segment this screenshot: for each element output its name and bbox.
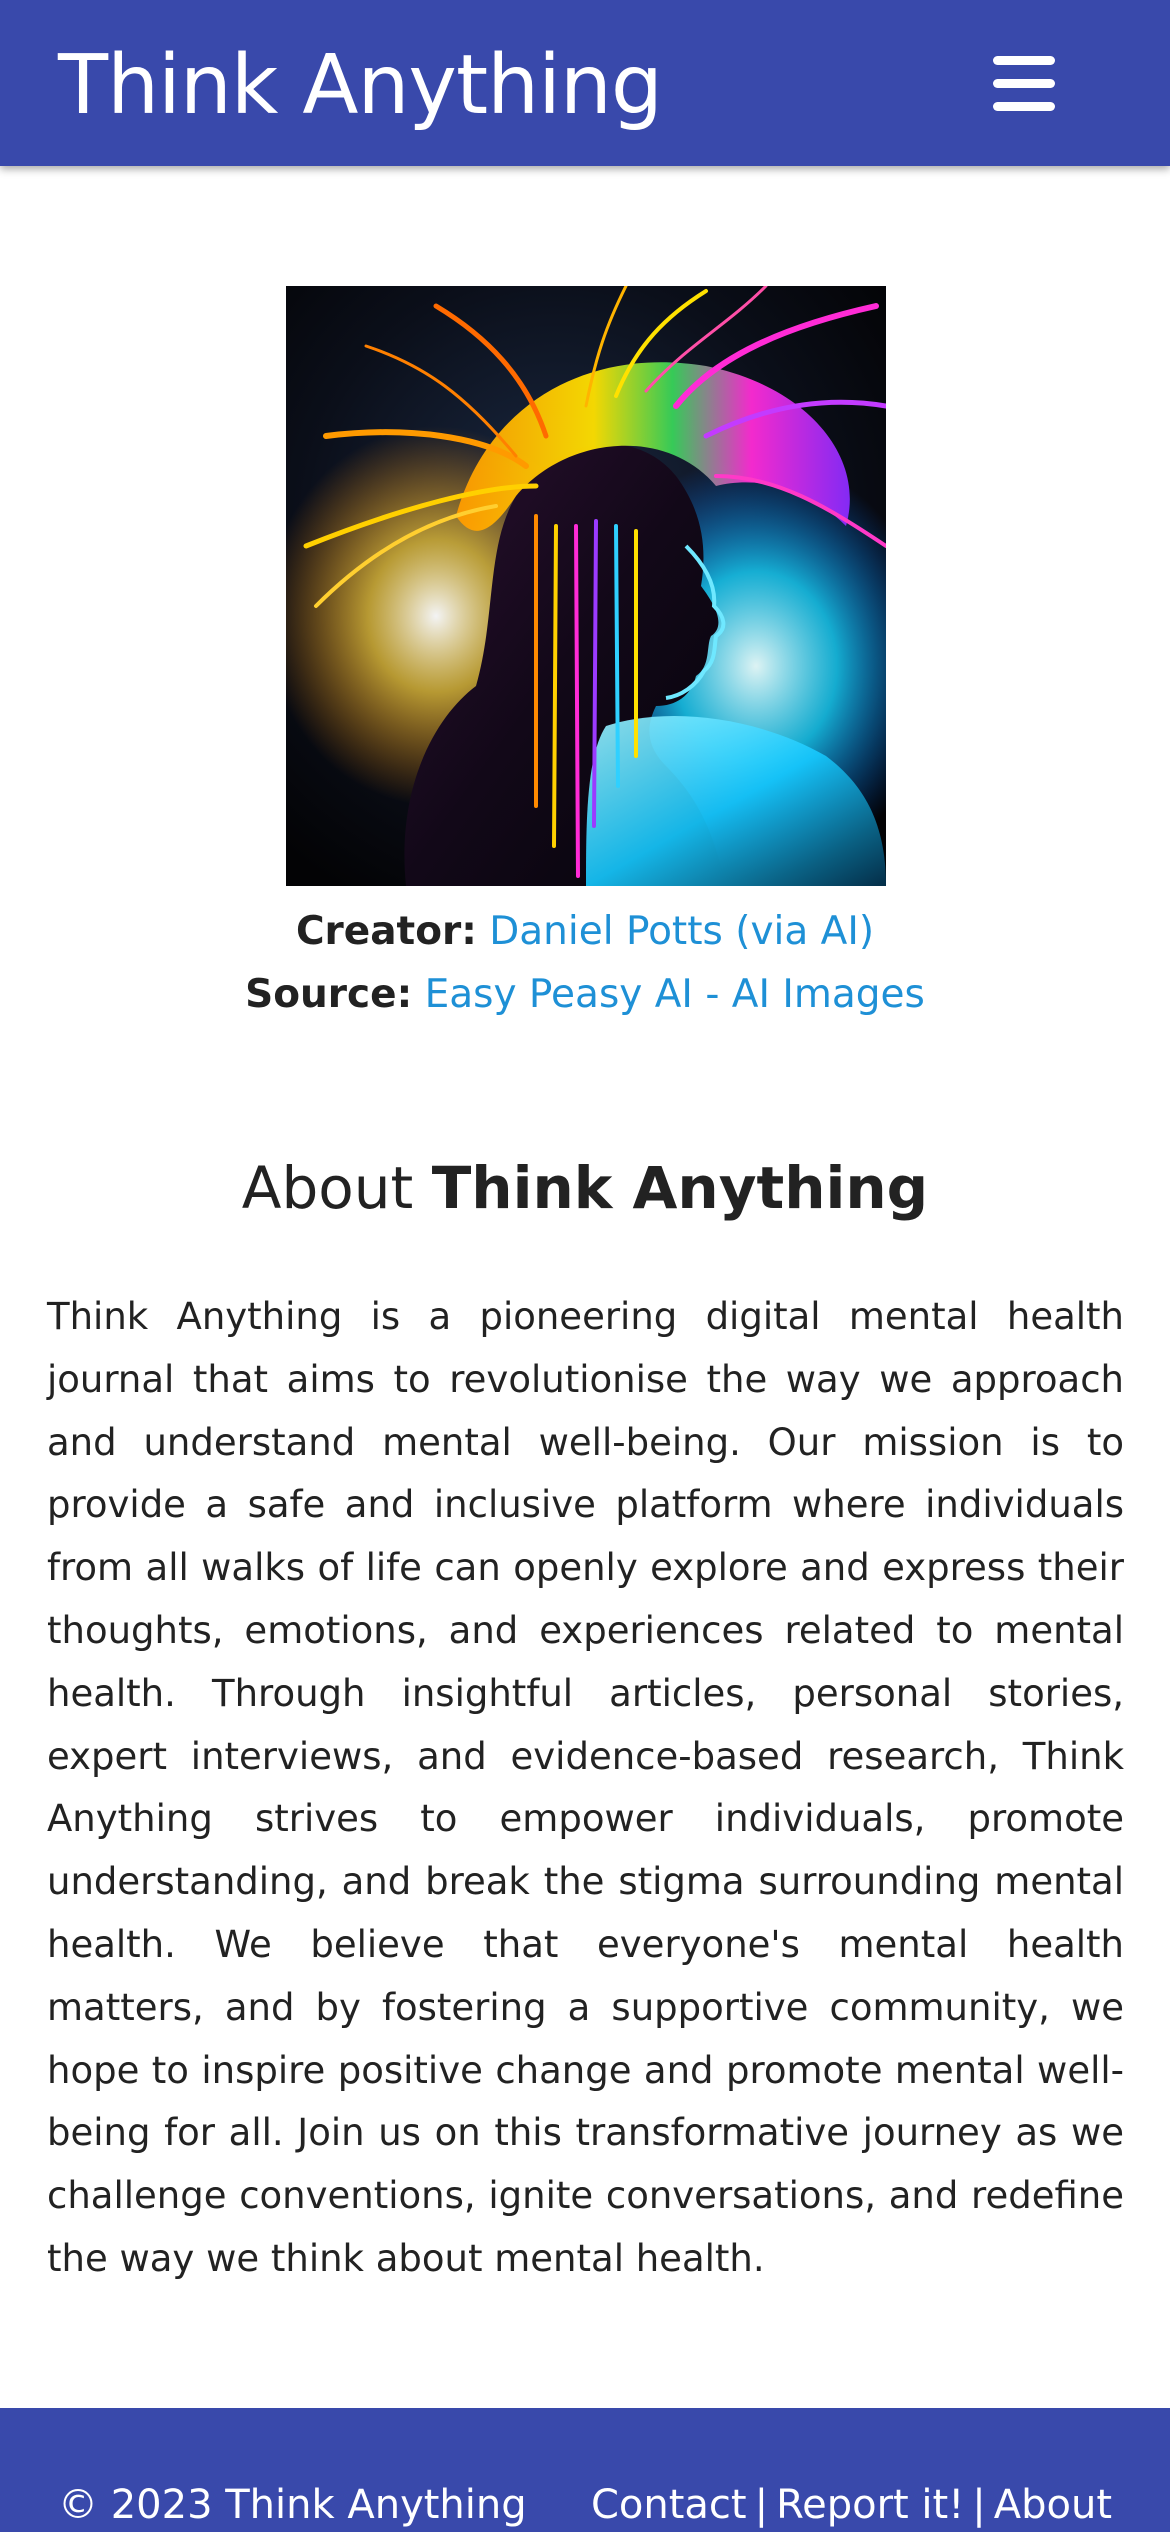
footer-link-contact[interactable]: Contact bbox=[590, 2482, 747, 2528]
footer-copyright: © 2023 Think Anything bbox=[58, 2482, 527, 2528]
ai-head-artwork-illustration bbox=[286, 286, 886, 886]
footer-link-report[interactable]: Report it! bbox=[776, 2482, 965, 2528]
footer-separator: | bbox=[754, 2482, 769, 2528]
creator-label: Creator: bbox=[295, 909, 477, 954]
source-label: Source: bbox=[245, 972, 413, 1017]
source-link[interactable]: Easy Peasy AI - AI Images bbox=[424, 972, 925, 1017]
site-footer bbox=[0, 2408, 1170, 2532]
hamburger-menu-icon[interactable] bbox=[990, 52, 1060, 114]
about-heading-prefix: About bbox=[241, 1154, 414, 1222]
about-heading-brand: Think Anything bbox=[431, 1154, 929, 1222]
image-creator-credit bbox=[0, 907, 1170, 957]
menu-bar-bottom bbox=[993, 102, 1055, 111]
footer-links bbox=[591, 2480, 1112, 2530]
about-paragraph: Think Anything is a pioneering digital mental health journal that aims to revolutionise the way we approach and understand mental well-being. Our mission is to provide a safe and inclusive platform where individuals from all walks of life can openly explore and express their thoughts, emotions, and experiences related to mental health. Through insightful articles, personal stories, expert interviews, and evidence-based research, Think Anything strives to empower individuals, promote understanding, and break the stigma surrounding mental health. We believe that everyone's mental health matters, and by fostering a supportive community, we hope to inspire positive change and promote mental well-being for all. Join us on this transformative journey as we challenge conventions, ignite conversations, and redefine the way we think about mental health. bbox=[47, 1295, 1124, 2280]
about-heading bbox=[0, 1150, 1170, 1226]
image-source-credit bbox=[0, 970, 1170, 1020]
menu-bar-middle bbox=[993, 79, 1055, 88]
footer-separator: | bbox=[972, 2482, 986, 2528]
site-title-link[interactable]: Think Anything bbox=[58, 38, 662, 133]
creator-link[interactable]: Daniel Potts (via AI) bbox=[489, 909, 875, 954]
hero-artwork-image bbox=[286, 286, 886, 886]
menu-bar-top bbox=[993, 56, 1055, 65]
site-header bbox=[0, 0, 1170, 166]
footer-link-about[interactable]: About bbox=[993, 2482, 1112, 2528]
